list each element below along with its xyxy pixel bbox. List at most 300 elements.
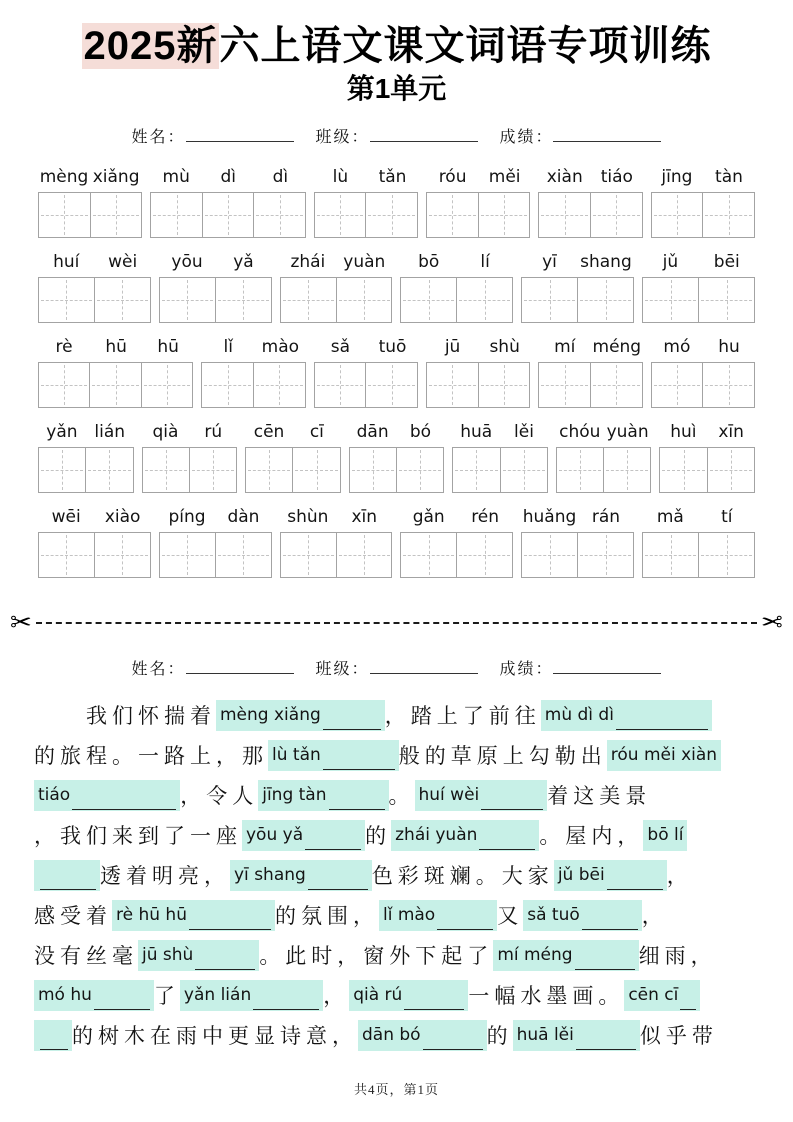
pinyin-syllable: mèng	[39, 167, 89, 187]
blank-pinyin-hint: jū shù	[142, 944, 194, 965]
pinyin-row	[38, 250, 755, 274]
form-field-name	[132, 656, 294, 679]
writing-grid-row	[38, 447, 755, 493]
tianzige-cell	[315, 193, 366, 237]
fill-in-passage	[34, 695, 759, 1055]
tianzige-cell	[401, 533, 456, 577]
tianzige-cell	[643, 533, 698, 577]
blank-pinyin-hint: yǎn lián	[183, 984, 252, 1005]
pinyin-word-group	[651, 335, 755, 359]
tianzige-group	[38, 192, 142, 238]
tianzige-cell	[246, 448, 292, 492]
field-label: 班级：	[315, 661, 370, 678]
passage-text: 我们怀揣着	[34, 704, 216, 728]
tianzige-cell	[160, 533, 215, 577]
pinyin-word-group	[314, 335, 418, 359]
tianzige-cell	[698, 533, 754, 577]
blank-pinyin-hint: yōu yǎ	[246, 824, 304, 845]
pinyin-word-group	[539, 165, 643, 189]
tianzige-group	[651, 192, 755, 238]
tianzige-cell	[702, 193, 754, 237]
fill-in-blank	[624, 980, 700, 1011]
pinyin-syllable: rán	[591, 507, 621, 527]
title-highlight: 2025新	[83, 24, 218, 68]
tianzige-cell	[39, 448, 85, 492]
fill-in-blank	[607, 740, 721, 771]
fill-in-blank	[391, 820, 539, 851]
field-label: 成绩：	[499, 129, 554, 146]
tianzige-cell	[522, 278, 577, 322]
passage-text: ，	[641, 904, 668, 928]
field-label: 姓名：	[131, 129, 186, 146]
tianzige-cell	[478, 363, 530, 407]
pinyin-word-group	[427, 335, 531, 359]
passage-text: 的氛围，	[274, 904, 379, 928]
passage-line	[34, 855, 759, 895]
tianzige-group	[452, 447, 548, 493]
passage-line	[34, 735, 759, 775]
field-blank-line	[553, 660, 661, 674]
tianzige-cell	[427, 193, 478, 237]
blank-pinyin-hint: yī shang	[234, 864, 306, 885]
pinyin-word-group	[521, 505, 634, 529]
blank-answer-line	[481, 789, 543, 810]
tianzige-group	[280, 532, 393, 578]
pinyin-word-group	[38, 420, 134, 444]
tianzige-group	[538, 192, 642, 238]
pinyin-word-group	[245, 420, 341, 444]
blank-pinyin-hint: tiáo	[38, 784, 71, 805]
pinyin-syllable: lǐ	[223, 337, 233, 357]
pinyin-word-group	[280, 250, 393, 274]
fill-in-blank	[349, 980, 468, 1011]
tianzige-group	[426, 362, 530, 408]
fill-in-blank	[513, 1020, 640, 1051]
tianzige-cell	[253, 193, 304, 237]
passage-text: 了	[153, 984, 180, 1008]
blank-answer-line	[576, 1029, 636, 1050]
tianzige-cell	[160, 278, 215, 322]
fill-in-blank	[34, 860, 100, 891]
pinyin-row	[38, 505, 755, 529]
tianzige-group	[314, 192, 418, 238]
cut-dashed-line	[36, 622, 757, 624]
pinyin-word-group	[642, 250, 755, 274]
pinyin-syllable: tuō	[378, 337, 407, 357]
tianzige-cell	[577, 278, 633, 322]
tianzige-cell	[151, 193, 201, 237]
pinyin-syllable: cī	[309, 422, 324, 442]
passage-text: 色彩斑斓。大家	[371, 864, 554, 888]
tianzige-cell	[557, 448, 603, 492]
passage-text: 细雨，	[638, 944, 717, 968]
pinyin-syllable: yuàn	[343, 252, 386, 272]
fill-in-blank	[216, 700, 385, 731]
tianzige-cell	[281, 278, 336, 322]
tianzige-group	[150, 192, 305, 238]
pinyin-word-group	[349, 420, 445, 444]
unit-subtitle: 第1单元	[346, 73, 447, 104]
passage-text: 的	[365, 824, 392, 848]
fill-in-blank	[523, 900, 642, 931]
blank-answer-line	[423, 1029, 483, 1050]
scissors-icon: ✂	[761, 608, 783, 637]
passage-text: 透着明亮，	[100, 864, 230, 888]
tianzige-cell	[702, 363, 754, 407]
passage-text: 般的草原上勾勒出	[398, 744, 607, 768]
tianzige-group	[651, 362, 755, 408]
writing-grid-row	[38, 362, 755, 408]
tianzige-group	[280, 277, 393, 323]
tianzige-cell	[89, 363, 140, 407]
tianzige-cell	[292, 448, 339, 492]
writing-grid-row	[38, 277, 755, 323]
pinyin-syllable: xīn	[351, 507, 378, 527]
blank-answer-line	[94, 989, 150, 1010]
tianzige-cell	[456, 278, 512, 322]
fill-in-blank	[230, 860, 372, 891]
pinyin-syllable: měi	[488, 167, 521, 187]
pinyin-word-group	[159, 505, 272, 529]
tianzige-cell	[660, 448, 706, 492]
pinyin-syllable: tàn	[715, 167, 743, 187]
blank-answer-line	[575, 949, 635, 970]
form-field-score	[499, 656, 661, 679]
blank-answer-line	[616, 709, 708, 730]
passage-line	[34, 1015, 759, 1055]
pinyin-word-group	[400, 250, 513, 274]
tianzige-group	[159, 532, 272, 578]
pinyin-syllable: yī	[542, 252, 557, 272]
passage-line	[34, 815, 759, 855]
student-info-row-top	[132, 124, 662, 147]
tianzige-cell	[202, 193, 253, 237]
pinyin-syllable: bō	[418, 252, 440, 272]
fill-in-blank	[180, 980, 323, 1011]
pinyin-syllable: méng	[592, 337, 642, 357]
pinyin-syllable: dì	[272, 167, 289, 187]
blank-answer-line	[479, 829, 535, 850]
blank-answer-line	[189, 909, 271, 930]
tianzige-group	[38, 362, 193, 408]
pinyin-row	[38, 335, 755, 359]
passage-text: 没有丝毫	[34, 944, 138, 968]
writing-grid-row	[38, 532, 755, 578]
tianzige-cell	[143, 448, 189, 492]
pinyin-syllable: xiào	[104, 507, 141, 527]
tianzige-group	[659, 447, 755, 493]
passage-text: 。	[388, 784, 415, 808]
tianzige-cell	[577, 533, 633, 577]
pinyin-syllable: lěi	[514, 422, 534, 442]
tianzige-group	[400, 532, 513, 578]
tianzige-group	[642, 277, 755, 323]
tianzige-group	[245, 447, 341, 493]
tianzige-cell	[365, 193, 417, 237]
pinyin-word-group	[38, 335, 194, 359]
pinyin-syllable: huì	[670, 422, 697, 442]
fill-in-blank	[242, 820, 365, 851]
pinyin-word-group	[452, 420, 548, 444]
writing-grid-row	[38, 192, 755, 238]
blank-answer-line	[329, 789, 385, 810]
pinyin-syllable: jū	[444, 337, 461, 357]
fill-in-blank	[268, 740, 399, 771]
blank-pinyin-hint: zhái yuàn	[395, 824, 478, 845]
blank-answer-line	[195, 949, 255, 970]
tianzige-group	[38, 447, 134, 493]
form-field-name	[132, 124, 294, 147]
passage-text: 的	[486, 1024, 513, 1048]
blank-answer-line	[323, 749, 395, 770]
blank-pinyin-hint: mù dì dì	[544, 704, 614, 725]
blank-pinyin-hint: qià rú	[353, 984, 403, 1005]
blank-answer-line	[305, 829, 361, 850]
pinyin-syllable: chóu	[559, 422, 601, 442]
passage-text: 的树木在雨中更显诗意，	[72, 1024, 358, 1048]
passage-text: 感受着	[34, 904, 112, 928]
tianzige-cell	[141, 363, 192, 407]
tianzige-cell	[94, 278, 150, 322]
tianzige-group	[426, 192, 530, 238]
pinyin-syllable: rén	[471, 507, 500, 527]
blank-answer-line	[72, 789, 176, 810]
blank-pinyin-hint: sǎ tuō	[527, 904, 580, 925]
tianzige-cell	[90, 193, 142, 237]
passage-text: ，令人	[180, 784, 259, 808]
tianzige-cell	[336, 278, 392, 322]
blank-answer-line	[40, 869, 96, 890]
fill-in-blank	[415, 780, 548, 811]
pinyin-dictation-section	[38, 165, 755, 578]
fill-in-blank	[34, 1020, 72, 1051]
form-field-class	[315, 124, 477, 147]
tianzige-cell	[707, 448, 754, 492]
tianzige-cell	[427, 363, 478, 407]
pinyin-word-group	[38, 505, 151, 529]
pinyin-syllable: zhái	[290, 252, 326, 272]
passage-text: 的旅程。一路上，那	[34, 744, 268, 768]
pinyin-row	[38, 420, 755, 444]
pinyin-syllable: jǔ	[662, 252, 679, 272]
pinyin-word-group	[142, 420, 238, 444]
blank-pinyin-hint: rè hū hū	[116, 904, 187, 925]
blank-pinyin-hint: lǐ mào	[382, 904, 436, 925]
tianzige-cell	[453, 448, 499, 492]
fill-in-blank	[554, 860, 667, 891]
tianzige-group	[349, 447, 445, 493]
pinyin-word-group	[642, 505, 755, 529]
blank-answer-line	[582, 909, 638, 930]
pinyin-word-group	[400, 505, 513, 529]
pinyin-syllable: bēi	[713, 252, 740, 272]
pinyin-word-group	[159, 250, 272, 274]
passage-text: 。屋内，	[539, 824, 644, 848]
pinyin-syllable: bó	[409, 422, 432, 442]
pinyin-syllable: shang	[580, 252, 632, 272]
pinyin-word-group	[38, 165, 142, 189]
blank-pinyin-hint: huí wèi	[418, 784, 480, 805]
tianzige-cell	[500, 448, 547, 492]
blank-pinyin-hint: jǔ bēi	[557, 864, 605, 885]
pinyin-syllable: xiàn	[546, 167, 583, 187]
passage-line	[34, 775, 759, 815]
tianzige-cell	[281, 533, 336, 577]
tianzige-group	[201, 362, 305, 408]
pinyin-syllable: hū	[105, 337, 127, 357]
pinyin-syllable: yǎn	[46, 422, 78, 442]
blank-pinyin-hint: cēn cī	[628, 984, 679, 1005]
passage-text: ，踏上了前往	[384, 704, 541, 728]
title-rest: 六上语文课文词语专项训练	[219, 24, 712, 68]
form-field-class	[315, 656, 477, 679]
tianzige-cell	[350, 448, 396, 492]
pinyin-syllable: rú	[204, 422, 223, 442]
fill-in-blank	[138, 940, 259, 971]
passage-text: ，	[666, 864, 693, 888]
pinyin-syllable: wēi	[51, 507, 81, 527]
cut-divider	[10, 608, 783, 638]
pinyin-word-group	[539, 335, 643, 359]
blank-answer-line	[680, 989, 696, 1010]
fill-in-blank	[34, 980, 154, 1011]
pinyin-syllable: yōu	[171, 252, 203, 272]
passage-text: 似乎带	[639, 1024, 718, 1048]
pinyin-row	[38, 165, 755, 189]
pinyin-word-group	[427, 165, 531, 189]
blank-pinyin-hint: lù tǎn	[272, 744, 321, 765]
tianzige-cell	[39, 363, 89, 407]
tianzige-cell	[336, 533, 392, 577]
fill-in-blank	[112, 900, 275, 931]
pinyin-syllable: hū	[157, 337, 179, 357]
blank-pinyin-hint: mí méng	[497, 944, 573, 965]
blank-pinyin-hint: bō lí	[647, 824, 684, 845]
pinyin-syllable: dàn	[227, 507, 260, 527]
blank-answer-line	[40, 1029, 68, 1050]
pinyin-syllable: huā	[460, 422, 493, 442]
tianzige-cell	[652, 363, 703, 407]
fill-in-blank	[643, 820, 687, 851]
student-info-row-bottom	[132, 656, 662, 679]
tianzige-cell	[401, 278, 456, 322]
tianzige-group	[400, 277, 513, 323]
pinyin-word-group	[556, 420, 652, 444]
tianzige-group	[38, 532, 151, 578]
pinyin-syllable: mù	[162, 167, 190, 187]
tianzige-cell	[539, 193, 590, 237]
pinyin-syllable: cēn	[253, 422, 285, 442]
tianzige-cell	[456, 533, 512, 577]
pinyin-syllable: sǎ	[330, 337, 351, 357]
tianzige-cell	[85, 448, 132, 492]
pinyin-syllable: hu	[718, 337, 740, 357]
page-title	[0, 22, 793, 70]
tianzige-cell	[539, 363, 590, 407]
form-field-score	[499, 124, 661, 147]
tianzige-group	[159, 277, 272, 323]
tianzige-cell	[590, 363, 642, 407]
tianzige-cell	[396, 448, 443, 492]
field-blank-line	[370, 128, 478, 142]
pinyin-syllable: jīng	[661, 167, 693, 187]
pinyin-syllable: yuàn	[606, 422, 649, 442]
fill-in-blank	[493, 940, 638, 971]
pinyin-syllable: mǎ	[656, 507, 684, 527]
blank-answer-line	[253, 989, 319, 1010]
pinyin-word-group	[202, 335, 306, 359]
field-label: 姓名：	[131, 661, 186, 678]
tianzige-group	[556, 447, 652, 493]
field-label: 成绩：	[499, 661, 554, 678]
pinyin-syllable: lù	[332, 167, 349, 187]
tianzige-cell	[643, 278, 698, 322]
tianzige-cell	[603, 448, 650, 492]
pinyin-syllable: mào	[261, 337, 300, 357]
tianzige-group	[38, 277, 151, 323]
tianzige-group	[538, 362, 642, 408]
pinyin-syllable: huí	[53, 252, 80, 272]
blank-answer-line	[607, 869, 663, 890]
fill-in-blank	[258, 780, 388, 811]
tianzige-cell	[365, 363, 417, 407]
tianzige-group	[521, 277, 634, 323]
pinyin-syllable: huǎng	[522, 507, 577, 527]
pinyin-syllable: shù	[489, 337, 520, 357]
tianzige-group	[521, 532, 634, 578]
passage-text: 。此时，窗外下起了	[259, 944, 494, 968]
pinyin-word-group	[521, 250, 634, 274]
pinyin-syllable: tí	[721, 507, 733, 527]
pinyin-syllable: wèi	[108, 252, 138, 272]
tianzige-cell	[189, 448, 236, 492]
scissors-icon: ✂	[10, 608, 32, 637]
pinyin-word-group	[314, 165, 418, 189]
pinyin-syllable: shùn	[287, 507, 329, 527]
pinyin-syllable: róu	[438, 167, 467, 187]
blank-answer-line	[323, 709, 381, 730]
pinyin-syllable: mó	[663, 337, 691, 357]
blank-pinyin-hint: róu měi xiàn	[610, 744, 718, 765]
field-blank-line	[186, 660, 294, 674]
pinyin-syllable: rè	[55, 337, 73, 357]
tianzige-cell	[215, 533, 271, 577]
pinyin-syllable: lián	[94, 422, 126, 442]
tianzige-cell	[652, 193, 703, 237]
pinyin-word-group	[659, 420, 755, 444]
tianzige-cell	[94, 533, 150, 577]
blank-pinyin-hint: dān bó	[362, 1024, 421, 1045]
tianzige-cell	[39, 193, 90, 237]
pinyin-syllable: píng	[168, 507, 206, 527]
tianzige-cell	[39, 278, 94, 322]
passage-text: ，	[323, 984, 350, 1008]
passage-line	[34, 935, 759, 975]
tianzige-cell	[698, 278, 754, 322]
blank-pinyin-hint: mèng xiǎng	[220, 704, 321, 725]
pinyin-syllable: tǎn	[378, 167, 407, 187]
pinyin-word-group	[651, 165, 755, 189]
tianzige-cell	[215, 278, 271, 322]
pinyin-syllable: xīn	[718, 422, 744, 442]
passage-text: ，我们来到了一座	[34, 824, 242, 848]
blank-answer-line	[308, 869, 368, 890]
tianzige-group	[142, 447, 238, 493]
pinyin-syllable: tiáo	[600, 167, 633, 187]
passage-line	[34, 975, 759, 1015]
pinyin-syllable: lí	[480, 252, 490, 272]
tianzige-group	[314, 362, 418, 408]
